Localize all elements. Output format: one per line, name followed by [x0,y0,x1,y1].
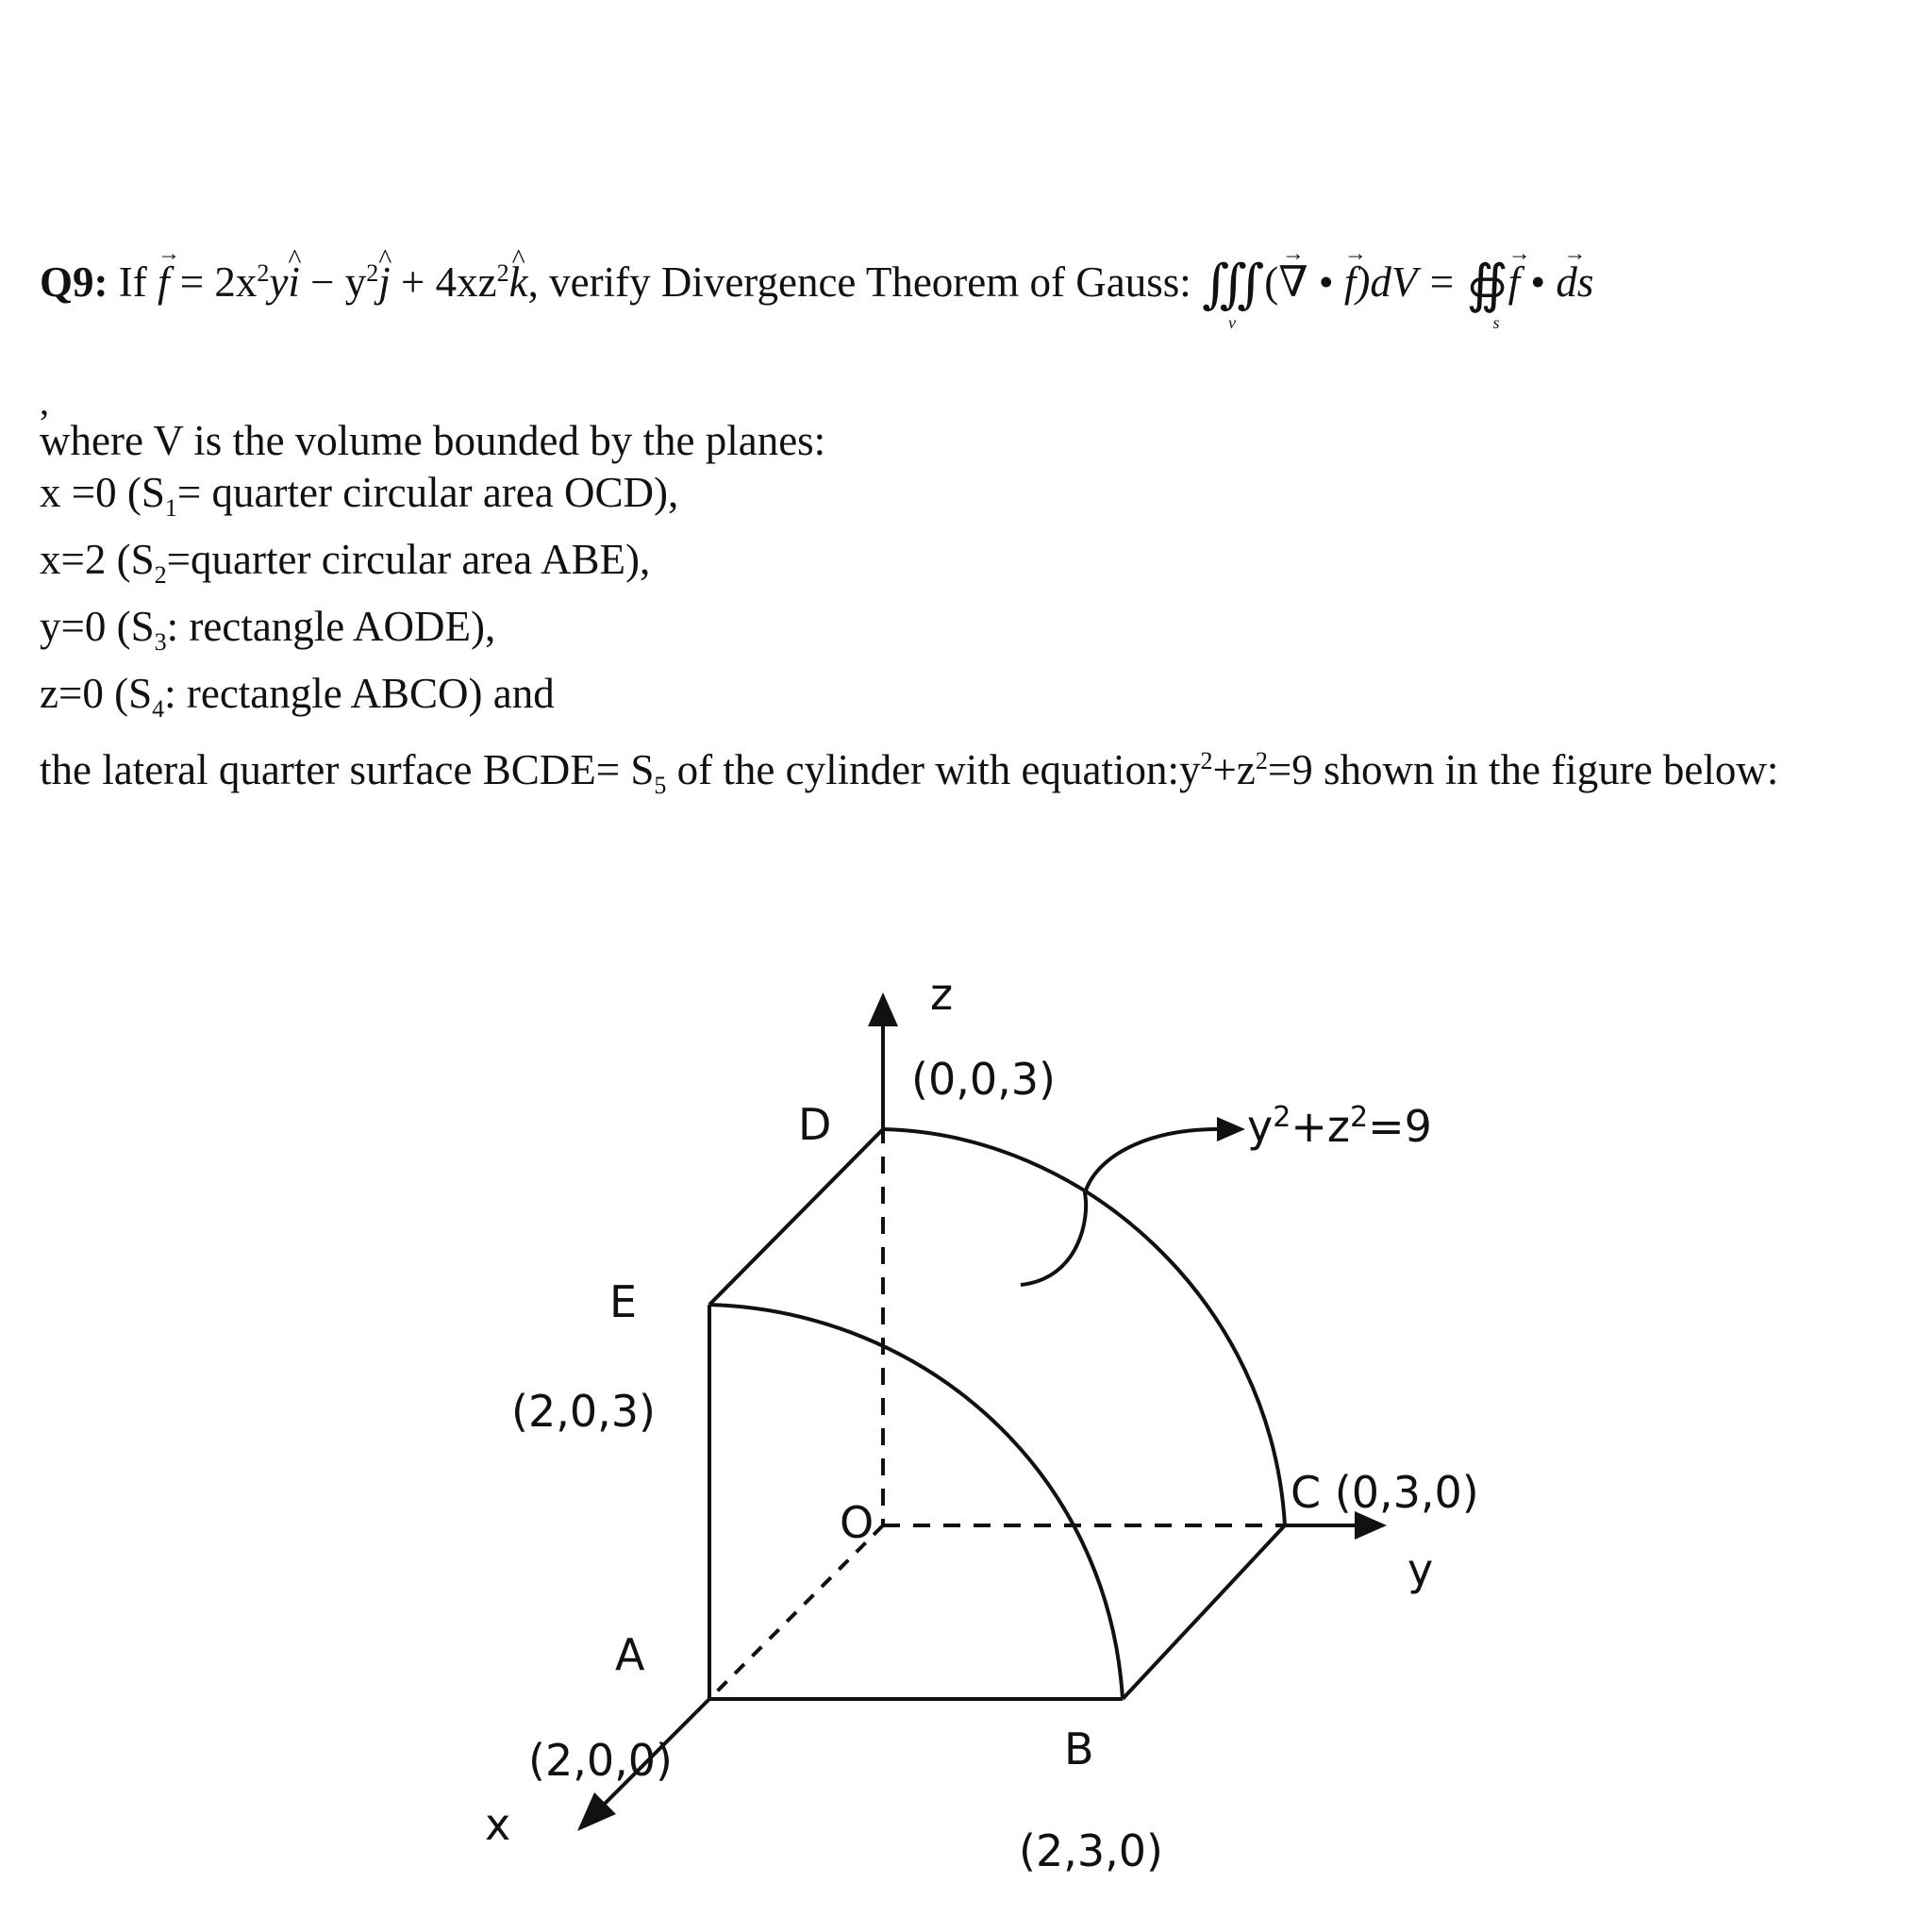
coord-B: (2,3,0) [1019,1825,1163,1876]
vector-f-2: → f [1344,256,1357,308]
volume-subscript: v [1228,313,1236,332]
label-O: O [840,1497,874,1548]
nabla: → ∇ [1278,256,1307,308]
axis-y-label: y [1407,1544,1434,1595]
dot-2: • [1530,258,1546,306]
stray-comma: , [40,380,49,423]
exp-2: 2 [366,259,379,287]
question-mid-text: , verify Divergence Theorem of Gauss: [527,258,1191,306]
lhs-open: ( [1264,258,1279,306]
coord-D: (0,0,3) [911,1054,1056,1105]
condition-5: the lateral quarter surface BCDE= $S_5$ of the cylinder with $equation:y^2+z^2=9$ shown in the figure below: [40,746,1779,799]
label-D: D [798,1099,832,1150]
exp-3: 2 [496,259,509,287]
minus-part: − y [310,258,367,306]
x-axis-dashed [709,1525,883,1699]
coord-A: (2,0,0) [528,1735,673,1786]
dot-1: • [1318,258,1334,306]
condition-3: y=0 ($S_3$: rectangle AODE), [40,603,496,656]
vector-f: → f [158,256,170,308]
coord-E: (2,0,3) [511,1386,656,1437]
cylinder-pointer-arrow-icon [1217,1117,1245,1141]
z-axis-arrow-icon [868,992,898,1026]
eq-part: = 2x [179,258,258,306]
cylinder-pointer [1021,1129,1226,1285]
condition-2: x=2 ($S_2=quarter$ circular area ABE), [40,536,651,589]
edge-ED [709,1129,883,1305]
label-C: C (0,3,0) [1291,1467,1479,1518]
arc-DC [883,1129,1285,1525]
exp-1: 2 [257,259,270,287]
term1-y: y [269,258,289,306]
question-number: Q9: [40,258,108,306]
label-E: E [609,1276,638,1327]
surface-subscript: s [1492,313,1500,332]
axis-z-label: z [930,969,954,1020]
edge-BC [1123,1525,1285,1699]
i-hat: ^ i [288,256,300,308]
conditions-intro: where V is the volume bounded by the planes: [40,417,826,464]
arc-EB [709,1305,1123,1699]
question-lead: If [118,258,147,306]
vector-f-3: → f [1508,256,1521,308]
condition-4: z=0 ($S_4$: rectangle ABCO) and [40,670,555,723]
condition-1: x =0 ($S_1=$ quarter circular area OCD), [40,469,679,522]
triple-integral: ∭ v [1202,258,1264,311]
cylinder-equation: $y^2+z^2=9$ [1247,1101,1432,1152]
k-hat: ^ k [509,256,528,308]
j-hat: ^ j [378,256,391,308]
label-B: B [1064,1724,1094,1774]
axis-x-label: x [485,1799,511,1850]
plus-part: + 4xz [401,258,497,306]
ds-vector: → ds [1556,256,1593,308]
lhs-close: )dV = [1356,258,1457,306]
label-A: A [615,1629,645,1680]
surface-integral: ∯ s [1466,258,1507,311]
